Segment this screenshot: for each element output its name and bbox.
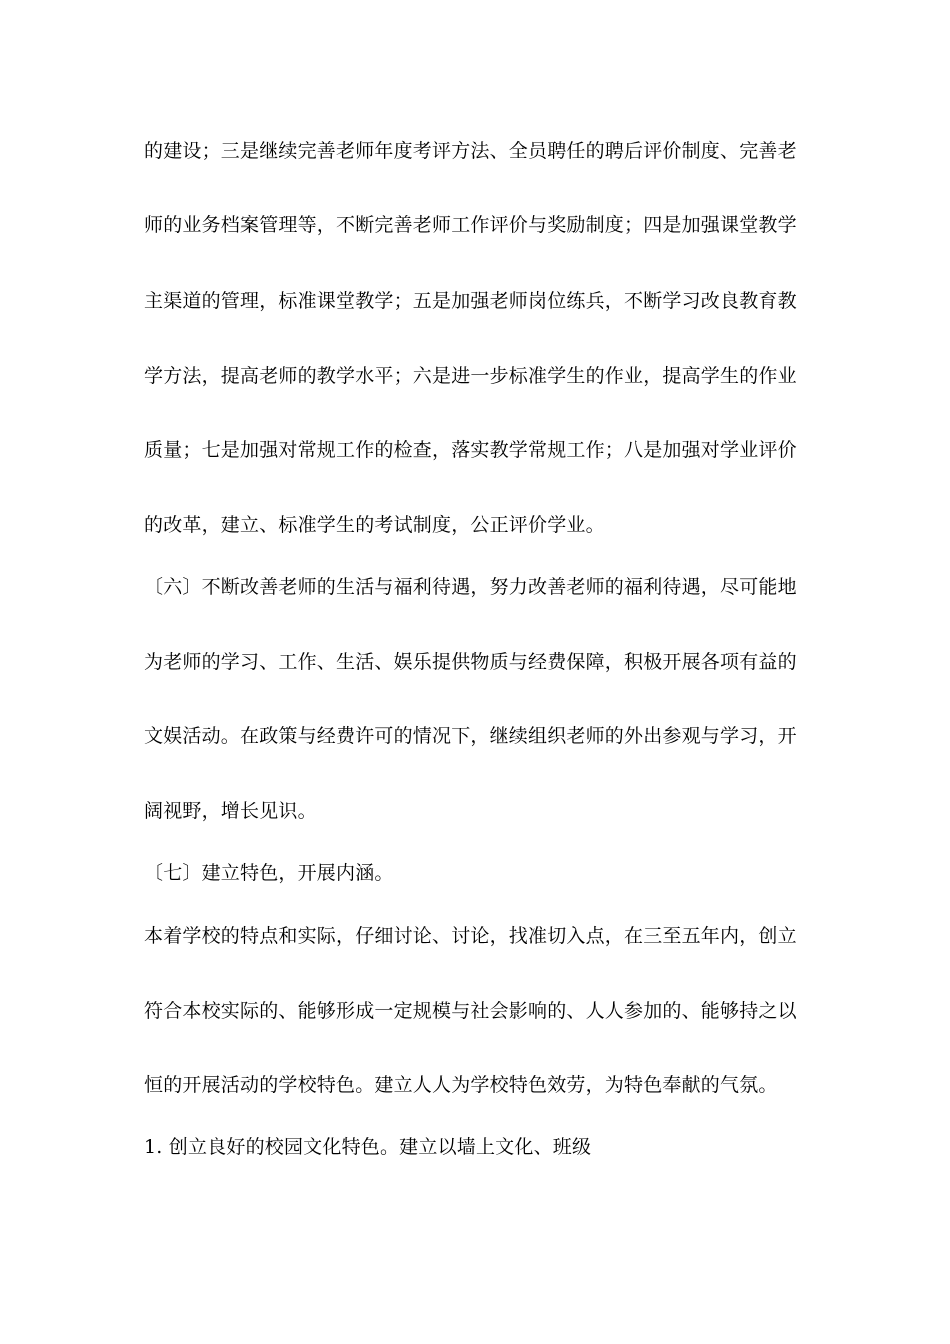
text-line: 文娱活动。在政策与经费许可的情况下，继续组织老师的外出参观与学习，开: [144, 725, 797, 747]
text-line: 的建设；三是继续完善老师年度考评方法、全员聘任的聘后评价制度、完善老: [144, 140, 797, 162]
item-text: 创立良好的校园文化特色。建立以墙上文化、班级: [168, 1136, 592, 1158]
text-line: 的改革，建立、标准学生的考试制度，公正评价学业。: [144, 514, 605, 536]
text-line: 恒的开展活动的学校特色。建立人人为学校特色效劳，为特色奉献的气氛。: [144, 1074, 778, 1096]
item-number: 1.: [144, 1136, 163, 1158]
text-line: 学方法，提高老师的教学水平；六是进一步标准学生的作业，提高学生的作业: [144, 365, 797, 387]
text-line: 为老师的学习、工作、生活、娱乐提供物质与经费保障，积极开展各项有益的: [144, 651, 797, 673]
section-heading-six: 〔六〕不断改善老师的生活与福利待遇，努力改善老师的福利待遇，尽可能地: [144, 576, 797, 598]
text-line: 质量；七是加强对常规工作的检查，落实教学常规工作；八是加强对学业评价: [144, 439, 797, 461]
text-line: 主渠道的管理，标准课堂教学；五是加强老师岗位练兵，不断学习改良教育教: [144, 290, 797, 312]
text-line: 师的业务档案管理等，不断完善老师工作评价与奖励制度；四是加强课堂教学: [144, 214, 797, 236]
text-line: 阔视野，增长见识。: [144, 800, 317, 822]
numbered-item: [144, 1135, 591, 1159]
text-line: 本着学校的特点和实际，仔细讨论、讨论，找准切入点，在三至五年内，创立: [144, 925, 797, 947]
text-line: 符合本校实际的、能够形成一定规模与社会影响的、人人参加的、能够持之以: [144, 1000, 797, 1022]
section-heading-seven: 〔七〕建立特色，开展内涵。: [144, 862, 394, 884]
